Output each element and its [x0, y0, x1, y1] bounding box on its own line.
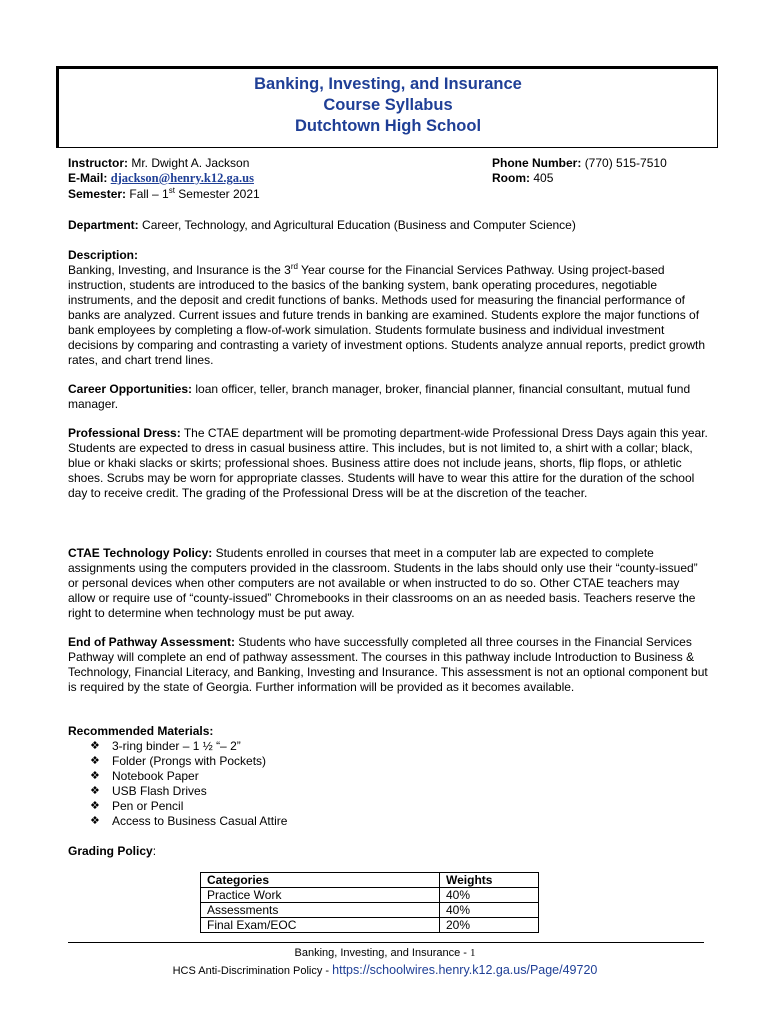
semester-label: Semester: [68, 187, 127, 201]
page-number: 1 [470, 947, 476, 959]
diamond-bullet-icon: ❖ [90, 785, 100, 797]
eop-text: Students who have successfully completed all three courses in the Financial Services Pathway will complete an end of pathway assessment. The courses in this pathway include Introduction to Business & Technology, Financial Literacy, and Banking, Investing and Insurance. This assessment is not an optional component but is required by the state of Georgia. Further information will be provided as it becomes available. [68, 635, 708, 694]
instructor-value: Mr. Dwight A. Jackson [131, 156, 250, 170]
tech-policy-text: Students enrolled in courses that meet in a computer lab are expected to complete assignments using the computers provided in the classroom. Students in the labs should only use their “county-issued” or personal devices when other computers are not available or when instructed to do so. Other CTAE teachers may allow or require use of “county-issued” Chromebooks in their classrooms on an as needed basis. Teachers reserve the right to determine when technology must be put away. [68, 546, 698, 620]
room-line [492, 171, 553, 186]
course-title: Banking, Investing, and Insurance [254, 75, 522, 93]
materials-section [68, 724, 287, 829]
list-item: ❖ Access to Business Casual Attire [90, 814, 288, 828]
tech-policy-section [68, 546, 708, 621]
footer-policy-line: HCS Anti-Discrimination Policy - https://schoolwires.henry.k12.ga.us/Page/49720 [172, 963, 598, 977]
email-label: E-Mail: [68, 171, 108, 185]
grading-policy-heading: Grading Policy: [68, 844, 157, 858]
footer-divider [68, 942, 704, 943]
diamond-bullet-icon: ❖ [90, 755, 100, 767]
materials-label: Recommended Materials: [68, 724, 214, 738]
table-row [201, 888, 539, 903]
career-text: loan officer, teller, branch manager, broker, financial planner, financial consultant, mutual fund manager. [68, 382, 691, 411]
email-line [68, 171, 254, 186]
table-row [201, 918, 539, 933]
title-box [56, 66, 718, 148]
phone-label: Phone Number: [492, 156, 582, 170]
career-section [68, 382, 708, 412]
list-item: ❖ Pen or Pencil [90, 799, 184, 813]
diamond-bullet-icon: ❖ [90, 815, 100, 827]
list-item: ❖ USB Flash Drives [90, 784, 207, 798]
materials-list [68, 739, 287, 829]
diamond-bullet-icon: ❖ [90, 800, 100, 812]
weight-cell: 40% [440, 888, 539, 903]
tech-policy-label: CTAE Technology Policy: [68, 546, 213, 560]
grading-table [200, 872, 539, 933]
dress-text: The CTAE department will be promoting department-wide Professional Dress Days again this year. Students are expected to dress in casual business attire. This includes, but is not limited to, a shirt with a collar; black, blue or khaki slacks or skirts; professional shoes. Business attire does not include jeans, shorts, flip flops, or athletic shoes. Scrubs may be worn for appropriate classes. Students will have to wear this attire for the duration of the school day to receive credit. The grading of the Professional Dress will be at the discretion of the teacher. [68, 426, 708, 500]
description-label: Description: [68, 248, 139, 262]
table-row [201, 903, 539, 918]
document-type: Course Syllabus [323, 96, 453, 114]
category-cell: Practice Work [201, 888, 440, 903]
category-cell: Assessments [201, 903, 440, 918]
room-value: 405 [533, 171, 554, 185]
column-header-weights: Weights [440, 873, 539, 888]
dress-label: Professional Dress: [68, 426, 181, 440]
school-name: Dutchtown High School [294, 117, 482, 135]
diamond-bullet-icon: ❖ [90, 770, 100, 782]
category-cell: Final Exam/EOC [201, 918, 440, 933]
semester-line [68, 187, 260, 202]
eop-label: End of Pathway Assessment: [68, 635, 235, 649]
email-link[interactable]: djackson@henry.k12.ga.us [110, 171, 254, 185]
department-text: Career, Technology, and Agricultural Education (Business and Computer Science) [142, 218, 576, 232]
eop-section [68, 635, 708, 695]
semester-value: Fall – 1st Semester 2021 [129, 186, 260, 201]
column-header-categories: Categories [201, 873, 440, 888]
list-item: ❖ Folder (Prongs with Pockets) [90, 754, 267, 768]
phone-value: (770) 515-7510 [584, 156, 667, 170]
policy-link[interactable]: https://schoolwires.henry.k12.ga.us/Page/49720 [332, 963, 598, 977]
footer-page-line: Banking, Investing, and Insurance - 1 [294, 947, 476, 959]
phone-line [492, 156, 667, 171]
weight-cell: 40% [440, 903, 539, 918]
weight-cell: 20% [440, 918, 539, 933]
description-text: Banking, Investing, and Insurance is the 3rd Year course for the Financial Services Pathway. Using project-based instruction, students are introduced to the basics of the banking system, bank operating procedures, negotiable instruments, and the deposit and credit functions of banks. Methods used for measuring the financial performance of banks are analyzed. Current issues and future trends in banking are examined. Students explore the major functions of bank employees by completing a flow-of-work simulation. Students formulate business and individual investment decisions by comparing and contrasting a variety of investment options. Students analyze annual reports, predict growth rates, and chart trend lines. [68, 262, 706, 367]
dress-section [68, 426, 708, 501]
description-section [68, 248, 708, 368]
list-item: ❖ 3-ring binder – 1 ½ “– 2” [90, 739, 241, 753]
department-section [68, 218, 708, 233]
list-item: ❖ Notebook Paper [90, 769, 199, 783]
table-header-row [201, 873, 539, 888]
room-label: Room: [492, 171, 530, 185]
career-label: Career Opportunities: [68, 382, 193, 396]
diamond-bullet-icon: ❖ [90, 740, 100, 752]
instructor-line [68, 156, 249, 171]
instructor-label: Instructor: [68, 156, 128, 170]
department-label: Department: [68, 218, 139, 232]
